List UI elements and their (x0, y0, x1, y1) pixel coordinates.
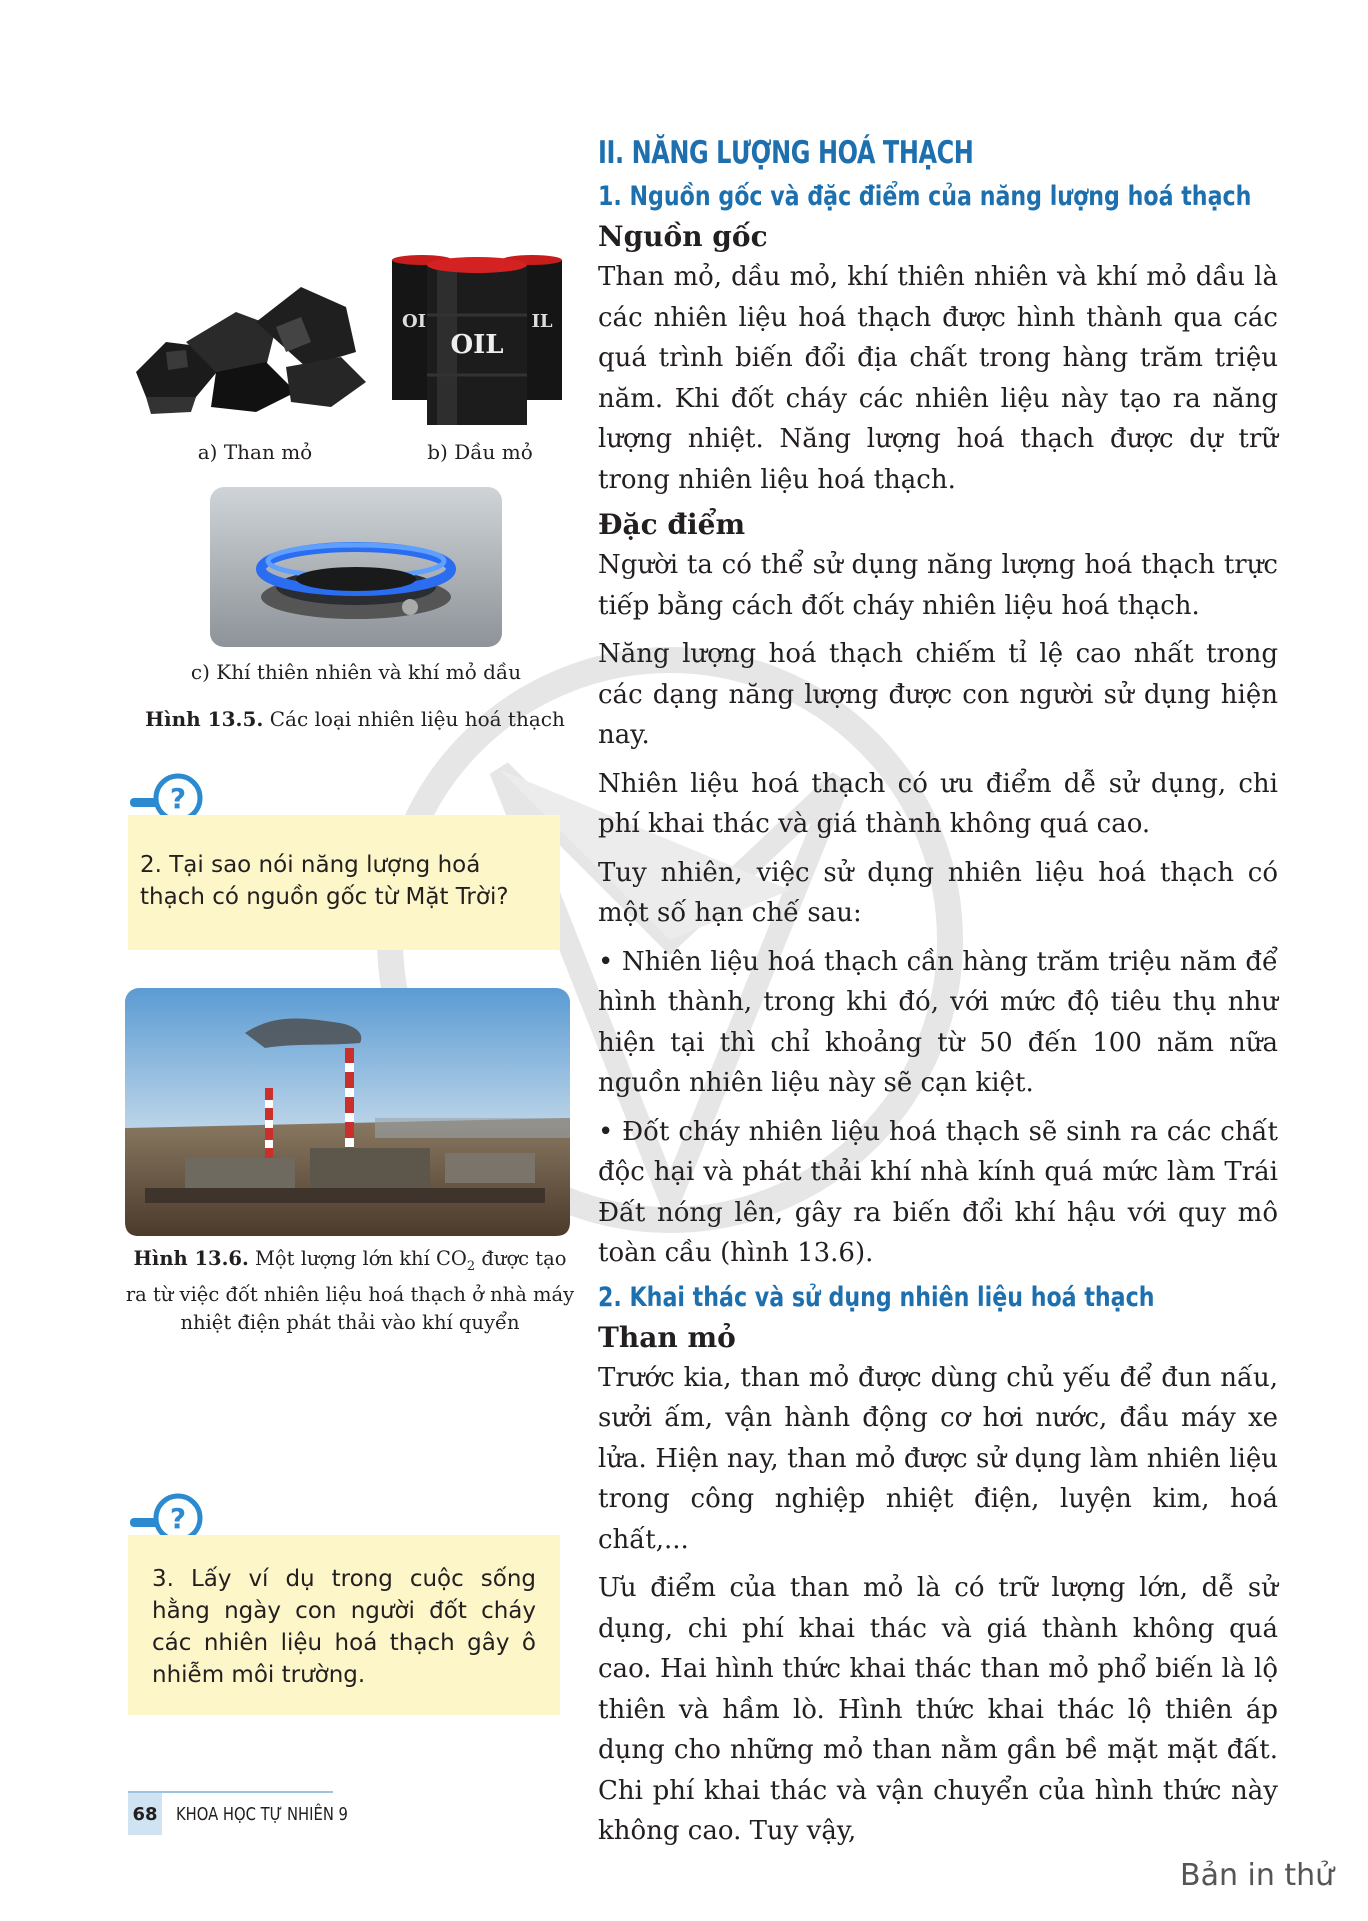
barrel-label: OIL (450, 330, 504, 360)
question-3-box (128, 1535, 560, 1715)
feature-paragraph-4: Tuy nhiên, việc sử dụng nhiên liệu hoá thạch có một số hạn chế sau: (598, 857, 1278, 928)
oil-barrels-image (392, 255, 572, 430)
barrel-label-left: OI (401, 311, 427, 332)
barrel-label-right: IL (531, 311, 553, 332)
subsection-exploitation-title: 2. Khai thác và sử dụng nhiên liệu hoá thạch (598, 1281, 1155, 1313)
page-number: 68 (128, 1793, 162, 1835)
caption-gas: c) Khí thiên nhiên và khí mỏ dầu (190, 660, 522, 684)
feature-paragraph-3: Nhiên liệu hoá thạch có ưu điểm dễ sử dụng, chi phí khai thác và giá thành không quá cao. (598, 768, 1278, 839)
origin-heading: Nguồn gốc (598, 220, 768, 253)
feature-paragraph-2: Năng lượng hoá thạch chiếm tỉ lệ cao nhất trong các dạng năng lượng được con người sử dụng hiện nay. (598, 639, 1278, 750)
subsection-origin-title: 1. Nguồn gốc và đặc điểm của năng lượng hoá thạch (598, 181, 1252, 212)
coal-paragraph-1: Trước kia, than mỏ được dùng chủ yếu để đun nấu, sưởi ấm, vận hành động cơ hơi nước, đầu máy xe lửa. Hiện nay, than mỏ được sử dụng làm nhiên liệu trong công nghiệp nhiệt điện, luyện kim, hoá chất,... (598, 1362, 1278, 1555)
gas-burner-image (210, 487, 502, 647)
figure-13-6-text-a: Một lượng lớn khí CO (254, 1247, 467, 1270)
figure-13-5-label: Hình 13.5. (145, 707, 264, 731)
limitation-bullet-1: • Nhiên liệu hoá thạch cần hàng trăm triệu năm để hình thành, trong khi đó, với mức độ tiêu thụ như hiện tại thì chỉ khoảng từ 50 đến 100 năm nữa nguồn nhiên liệu này sẽ cạn kiệt. (598, 946, 1278, 1098)
main-text-column (598, 135, 1278, 1860)
feature-heading: Đặc điểm (598, 508, 746, 541)
figure-13-6-label: Hình 13.6. (133, 1247, 249, 1270)
origin-paragraph: Than mỏ, dầu mỏ, khí thiên nhiên và khí mỏ dầu là các nhiên liệu hoá thạch được hình thành qua các quá trình biến đổi địa chất trong hàng trăm triệu năm. Khi đốt cháy các nhiên liệu này tạo ra năng lượng nhiệt. Năng lượng hoá thạch được dự trữ trong nhiên liệu hoá thạch. (598, 262, 1278, 495)
question-3-text: 3. Lấy ví dụ trong cuộc sống hằng ngày con người đốt cháy các nhiên liệu hoá thạch gây ô nhiễm môi trường. (152, 1566, 536, 1688)
coal-heading: Than mỏ (598, 1320, 736, 1354)
figure-13-5-text: Các loại nhiên liệu hoá thạch (269, 707, 565, 731)
question-2-text: 2. Tại sao nói năng lượng hoá thạch có nguồn gốc từ Mặt Trời? (140, 852, 509, 910)
question-mark: ? (169, 782, 187, 815)
question-mark-2: ? (169, 1502, 187, 1535)
book-title: KHOA HỌC TỰ NHIÊN 9 (176, 1804, 348, 1825)
limitation-bullet-2: • Đốt cháy nhiên liệu hoá thạch sẽ sinh ra các chất độc hại và phát thải khí nhà kính quá mức làm Trái Đất nóng lên, gây ra biến đổi khí hậu với quy mô toàn cầu (hình 13.6). (598, 1116, 1278, 1268)
caption-oil: b) Dầu mỏ (427, 440, 533, 464)
figure-13-6-text-b: được tạo ra từ việc đốt nhiên liệu hoá thạch ở nhà máy nhiệt điện phát thải vào khí quyển (125, 1247, 575, 1334)
feature-paragraph-1: Người ta có thể sử dụng năng lượng hoá thạch trực tiếp bằng cách đốt cháy nhiên liệu hoá thạch. (598, 550, 1278, 621)
figure-13-5-caption (130, 705, 580, 734)
draft-label: Bản in thử (1180, 1858, 1335, 1893)
question-2-box (128, 815, 560, 950)
coal-paragraph-2: Ưu điểm của than mỏ là có trữ lượng lớn, dễ sử dụng, chi phí khai thác và giá thành không quá cao. Hai hình thức khai thác than mỏ phổ biến là lộ thiên và hầm lò. Hình thức khai thác lộ thiên áp dụng cho những mỏ than nằm gần bề mặt mặt đất. Chi phí khai thác và vận chuyển của hình thức này không cao. Tuy vậy, (598, 1573, 1278, 1846)
co2-subscript: 2 (466, 1258, 476, 1274)
power-plant-image (125, 988, 570, 1236)
coal-image (126, 272, 376, 417)
figure-13-6-caption (120, 1245, 580, 1337)
section-title: II. NĂNG LƯỢNG HOÁ THẠCH (598, 135, 974, 171)
caption-coal: a) Than mỏ (197, 440, 313, 464)
